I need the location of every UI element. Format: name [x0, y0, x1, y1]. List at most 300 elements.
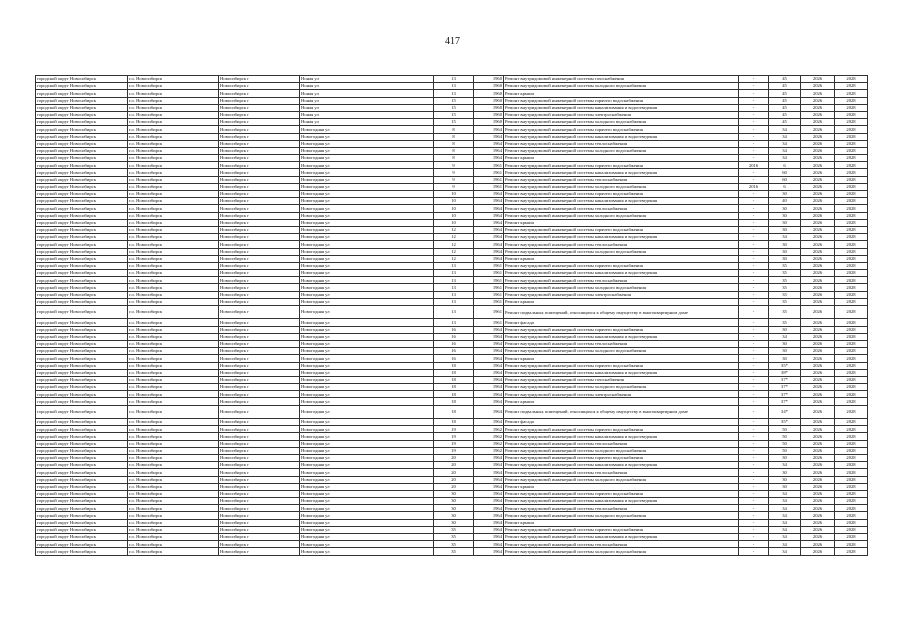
cell-district: городской округ Новосибирск: [36, 319, 128, 326]
table-row: [36, 469, 868, 476]
cell-city: г.о. Новосибирск: [128, 140, 219, 147]
cell-year: 1961: [474, 183, 504, 190]
cell-year-to: 2028: [835, 205, 868, 212]
cell-year-to: 2028: [835, 306, 868, 319]
cell-street: Новогодняя ул: [300, 376, 434, 383]
cell-locality: Новосибирск г: [219, 183, 300, 190]
table-row: [36, 384, 868, 391]
cell-year-to: 2028: [835, 326, 868, 333]
cell-col-b: 34: [769, 333, 801, 340]
cell-work: Ремонт внутридомовой инженерной системы холодного водоснабжения: [504, 348, 739, 355]
cell-locality: Новосибирск г: [219, 426, 300, 433]
repair-schedule-table: [35, 75, 868, 556]
cell-year: 1964: [474, 191, 504, 198]
table-row: [36, 391, 868, 398]
cell-col-a: -: [739, 176, 769, 183]
cell-year: 1961: [474, 270, 504, 277]
cell-year-to: 2028: [835, 90, 868, 97]
cell-district: городской округ Новосибирск: [36, 83, 128, 90]
cell-street: Новогодняя ул: [300, 248, 434, 255]
cell-year-from: 2026: [801, 262, 835, 269]
cell-city: г.о. Новосибирск: [128, 476, 219, 483]
cell-col-a: -: [739, 140, 769, 147]
cell-year-to: 2028: [835, 104, 868, 111]
cell-year-from: 2026: [801, 198, 835, 205]
cell-district: городской округ Новосибирск: [36, 104, 128, 111]
cell-year-to: 2028: [835, 133, 868, 140]
cell-house: 18: [434, 398, 474, 405]
cell-work: Ремонт подвальных помещений, относящихся к общему имуществу в многоквартирном доме: [504, 405, 739, 418]
cell-city: г.о. Новосибирск: [128, 306, 219, 319]
cell-year: 1961: [474, 319, 504, 326]
cell-col-b: 30: [769, 326, 801, 333]
cell-year: 1962: [474, 440, 504, 447]
cell-col-b: 34: [769, 519, 801, 526]
cell-city: г.о. Новосибирск: [128, 333, 219, 340]
cell-work: Ремонт внутридомовой инженерной системы горячего водоснабжения: [504, 526, 739, 533]
cell-street: Новогодняя ул: [300, 369, 434, 376]
cell-work: Ремонт внутридомовой инженерной системы теплоснабжения: [504, 277, 739, 284]
cell-col-b: 30: [769, 454, 801, 461]
cell-house: 19: [434, 447, 474, 454]
cell-work: Ремонт внутридомовой инженерной системы канализования и водоотведения: [504, 534, 739, 541]
cell-year-from: 2026: [801, 505, 835, 512]
cell-col-b: 38*: [769, 369, 801, 376]
cell-street: Новогодняя ул: [300, 454, 434, 461]
cell-locality: Новосибирск г: [219, 469, 300, 476]
cell-locality: Новосибирск г: [219, 284, 300, 291]
cell-work: Ремонт крыши: [504, 255, 739, 262]
cell-house: 9: [434, 176, 474, 183]
cell-year-to: 2028: [835, 469, 868, 476]
cell-house: 12: [434, 226, 474, 233]
cell-locality: Новосибирск г: [219, 169, 300, 176]
cell-house: 9: [434, 183, 474, 190]
cell-col-b: 50: [769, 447, 801, 454]
cell-year-from: 2026: [801, 255, 835, 262]
cell-year-to: 2028: [835, 169, 868, 176]
cell-year: 1961: [474, 298, 504, 305]
cell-year-from: 2026: [801, 384, 835, 391]
cell-year-to: 2028: [835, 419, 868, 426]
cell-street: Новогодняя ул: [300, 405, 434, 418]
cell-street: Новогодняя ул: [300, 476, 434, 483]
cell-street: Ноная ул: [300, 90, 434, 97]
cell-col-a: -: [739, 426, 769, 433]
cell-year-to: 2028: [835, 490, 868, 497]
cell-year: 1964: [474, 348, 504, 355]
cell-house: 18: [434, 419, 474, 426]
cell-col-a: -: [739, 262, 769, 269]
cell-district: городской округ Новосибирск: [36, 277, 128, 284]
table-row: [36, 133, 868, 140]
cell-locality: Новосибирск г: [219, 126, 300, 133]
table-row: [36, 298, 868, 305]
cell-col-b: 50: [769, 440, 801, 447]
cell-year-from: 2026: [801, 133, 835, 140]
cell-year-to: 2028: [835, 505, 868, 512]
cell-street: Новогодняя ул: [300, 333, 434, 340]
cell-year-to: 2028: [835, 384, 868, 391]
cell-col-b: 45: [769, 83, 801, 90]
cell-col-b: 60: [769, 169, 801, 176]
cell-year: 1964: [474, 340, 504, 347]
cell-year: 1961: [474, 162, 504, 169]
cell-locality: Новосибирск г: [219, 104, 300, 111]
cell-col-b: 34*: [769, 405, 801, 418]
cell-locality: Новосибирск г: [219, 391, 300, 398]
cell-year: 1964: [474, 234, 504, 241]
cell-col-a: -: [739, 212, 769, 219]
cell-house: 20: [434, 469, 474, 476]
cell-col-a: -: [739, 462, 769, 469]
table-row: [36, 548, 868, 555]
cell-year: 1961: [474, 277, 504, 284]
cell-col-a: -: [739, 369, 769, 376]
cell-house: 18: [434, 376, 474, 383]
cell-year: 1964: [474, 490, 504, 497]
cell-city: г.о. Новосибирск: [128, 183, 219, 190]
cell-house: 18: [434, 369, 474, 376]
cell-year: 1964: [474, 226, 504, 233]
cell-district: городской округ Новосибирск: [36, 255, 128, 262]
cell-locality: Новосибирск г: [219, 76, 300, 83]
cell-col-b: 34: [769, 490, 801, 497]
cell-col-b: 34: [769, 498, 801, 505]
cell-street: Новогодняя ул: [300, 391, 434, 398]
cell-col-b: 30: [769, 355, 801, 362]
cell-district: городской округ Новосибирск: [36, 147, 128, 154]
cell-year: 1962: [474, 447, 504, 454]
cell-house: 15: [434, 111, 474, 118]
cell-locality: Новосибирск г: [219, 498, 300, 505]
table-row: [36, 541, 868, 548]
cell-year: 1964: [474, 419, 504, 426]
cell-col-a: -: [739, 398, 769, 405]
cell-street: Новогодняя ул: [300, 169, 434, 176]
cell-locality: Новосибирск г: [219, 119, 300, 126]
cell-district: городской округ Новосибирск: [36, 512, 128, 519]
cell-locality: Новосибирск г: [219, 362, 300, 369]
cell-year-from: 2026: [801, 476, 835, 483]
cell-city: г.о. Новосибирск: [128, 169, 219, 176]
cell-col-a: -: [739, 541, 769, 548]
cell-col-a: -: [739, 226, 769, 233]
cell-city: г.о. Новосибирск: [128, 241, 219, 248]
cell-city: г.о. Новосибирск: [128, 248, 219, 255]
cell-district: городской округ Новосибирск: [36, 398, 128, 405]
cell-year-to: 2028: [835, 212, 868, 219]
cell-year: 1960: [474, 119, 504, 126]
cell-col-b: 34: [769, 234, 801, 241]
cell-col-a: -: [739, 384, 769, 391]
table-row: [36, 534, 868, 541]
cell-locality: Новосибирск г: [219, 447, 300, 454]
cell-street: Новогодняя ул: [300, 340, 434, 347]
cell-house: 8: [434, 147, 474, 154]
table-row: [36, 483, 868, 490]
cell-house: 13: [434, 306, 474, 319]
table-row: [36, 306, 868, 319]
cell-work: Ремонт внутридомовой инженерной системы теплоснабжения: [504, 176, 739, 183]
cell-year: 1964: [474, 140, 504, 147]
table-row: [36, 97, 868, 104]
cell-col-b: 35*: [769, 419, 801, 426]
cell-locality: Новосибирск г: [219, 534, 300, 541]
table-row: [36, 219, 868, 226]
cell-city: г.о. Новосибирск: [128, 462, 219, 469]
cell-city: г.о. Новосибирск: [128, 155, 219, 162]
cell-col-a: -: [739, 391, 769, 398]
cell-district: городской округ Новосибирск: [36, 462, 128, 469]
cell-year-from: 2026: [801, 226, 835, 233]
cell-year: 1964: [474, 391, 504, 398]
cell-work: Ремонт внутридомовой инженерной системы холодного водоснабжения: [504, 248, 739, 255]
cell-street: Новогодняя ул: [300, 440, 434, 447]
cell-year: 1964: [474, 362, 504, 369]
table-row: [36, 476, 868, 483]
cell-work: Ремонт фасада: [504, 319, 739, 326]
cell-col-b: 30: [769, 205, 801, 212]
page-number: 417: [445, 36, 460, 47]
cell-col-a: -: [739, 376, 769, 383]
cell-year-from: 2026: [801, 126, 835, 133]
cell-year-to: 2028: [835, 219, 868, 226]
cell-work: Ремонт внутридомовой инженерной системы канализования и водоотведения: [504, 433, 739, 440]
cell-year-from: 2026: [801, 176, 835, 183]
cell-city: г.о. Новосибирск: [128, 205, 219, 212]
cell-locality: Новосибирск г: [219, 483, 300, 490]
cell-year-from: 2026: [801, 104, 835, 111]
cell-col-a: 2016: [739, 162, 769, 169]
cell-year-from: 2026: [801, 433, 835, 440]
cell-house: 35: [434, 541, 474, 548]
cell-year: 1960: [474, 76, 504, 83]
cell-district: городской округ Новосибирск: [36, 548, 128, 555]
cell-locality: Новосибирск г: [219, 277, 300, 284]
cell-year-to: 2028: [835, 391, 868, 398]
cell-city: г.о. Новосибирск: [128, 176, 219, 183]
table-row: [36, 255, 868, 262]
cell-street: Новогодняя ул: [300, 219, 434, 226]
cell-work: Ремонт внутридомовой инженерной системы теплоснабжения: [504, 440, 739, 447]
cell-year: 1964: [474, 519, 504, 526]
table-row: [36, 212, 868, 219]
cell-street: Новогодняя ул: [300, 469, 434, 476]
cell-year-to: 2028: [835, 183, 868, 190]
cell-year-to: 2028: [835, 340, 868, 347]
cell-year: 1960: [474, 111, 504, 118]
cell-district: городской округ Новосибирск: [36, 391, 128, 398]
cell-col-a: -: [739, 362, 769, 369]
table-row: [36, 362, 868, 369]
cell-year-from: 2026: [801, 405, 835, 418]
cell-year-from: 2026: [801, 340, 835, 347]
cell-district: городской округ Новосибирск: [36, 498, 128, 505]
cell-year-from: 2026: [801, 319, 835, 326]
cell-work: Ремонт внутридомовой инженерной системы горячего водоснабжения: [504, 262, 739, 269]
cell-city: г.о. Новосибирск: [128, 534, 219, 541]
cell-locality: Новосибирск г: [219, 505, 300, 512]
cell-year-to: 2028: [835, 433, 868, 440]
cell-work: Ремонт крыши: [504, 483, 739, 490]
cell-col-a: -: [739, 248, 769, 255]
cell-house: 20: [434, 462, 474, 469]
cell-house: 12: [434, 241, 474, 248]
cell-house: 13: [434, 262, 474, 269]
cell-locality: Новосибирск г: [219, 348, 300, 355]
cell-street: Новогодняя ул: [300, 191, 434, 198]
cell-work: Ремонт внутридомовой инженерной системы холодного водоснабжения: [504, 284, 739, 291]
cell-year-to: 2028: [835, 526, 868, 533]
cell-col-b: 45: [769, 90, 801, 97]
cell-district: городской округ Новосибирск: [36, 355, 128, 362]
cell-year-to: 2028: [835, 147, 868, 154]
cell-house: 13: [434, 270, 474, 277]
cell-house: 12: [434, 255, 474, 262]
cell-district: городской округ Новосибирск: [36, 183, 128, 190]
cell-col-a: -: [739, 284, 769, 291]
cell-work: Ремонт внутридомовой инженерной системы горячего водоснабжения: [504, 162, 739, 169]
cell-work: Ремонт крыши: [504, 298, 739, 305]
table-row: [36, 291, 868, 298]
cell-street: Новогодняя ул: [300, 212, 434, 219]
cell-col-a: -: [739, 512, 769, 519]
cell-district: городской округ Новосибирск: [36, 126, 128, 133]
cell-street: Новогодняя ул: [300, 205, 434, 212]
cell-year: 1964: [474, 212, 504, 219]
cell-col-a: -: [739, 111, 769, 118]
cell-work: Ремонт внутридомовой инженерной системы холодного водоснабжения: [504, 83, 739, 90]
cell-street: Новогодняя ул: [300, 133, 434, 140]
cell-col-b: 50: [769, 433, 801, 440]
cell-col-b: 35: [769, 262, 801, 269]
cell-street: Новогодняя ул: [300, 512, 434, 519]
cell-district: городской округ Новосибирск: [36, 490, 128, 497]
cell-locality: Новосибирск г: [219, 369, 300, 376]
cell-city: г.о. Новосибирск: [128, 298, 219, 305]
cell-col-b: 30: [769, 476, 801, 483]
table-row: [36, 176, 868, 183]
cell-locality: Новосибирск г: [219, 519, 300, 526]
table-row: [36, 462, 868, 469]
cell-col-a: -: [739, 405, 769, 418]
cell-col-a: -: [739, 306, 769, 319]
table-row: [36, 83, 868, 90]
cell-locality: Новосибирск г: [219, 405, 300, 418]
cell-street: Новогодняя ул: [300, 548, 434, 555]
cell-locality: Новосибирск г: [219, 376, 300, 383]
cell-year: 1964: [474, 498, 504, 505]
cell-house: 30: [434, 519, 474, 526]
cell-col-b: 34: [769, 534, 801, 541]
cell-col-b: 60: [769, 176, 801, 183]
cell-year: 1960: [474, 104, 504, 111]
cell-col-b: 34: [769, 140, 801, 147]
table-row: [36, 526, 868, 533]
cell-district: городской округ Новосибирск: [36, 205, 128, 212]
cell-col-a: -: [739, 340, 769, 347]
cell-work: Ремонт внутридомовой инженерной системы холодного водоснабжения: [504, 384, 739, 391]
cell-house: 35: [434, 534, 474, 541]
table-row: [36, 119, 868, 126]
cell-col-a: -: [739, 255, 769, 262]
cell-city: г.о. Новосибирск: [128, 348, 219, 355]
cell-street: Новогодняя ул: [300, 234, 434, 241]
cell-year-from: 2026: [801, 298, 835, 305]
cell-city: г.о. Новосибирск: [128, 469, 219, 476]
cell-street: Ноная ул: [300, 83, 434, 90]
cell-district: городской округ Новосибирск: [36, 133, 128, 140]
cell-locality: Новосибирск г: [219, 262, 300, 269]
cell-col-b: 35: [769, 270, 801, 277]
cell-district: городской округ Новосибирск: [36, 433, 128, 440]
table-row: [36, 270, 868, 277]
cell-street: Новогодняя ул: [300, 362, 434, 369]
cell-year-to: 2028: [835, 277, 868, 284]
cell-year-to: 2028: [835, 298, 868, 305]
cell-year: 1961: [474, 291, 504, 298]
cell-col-a: -: [739, 234, 769, 241]
table-row: [36, 183, 868, 190]
cell-locality: Новосибирск г: [219, 97, 300, 104]
cell-work: Ремонт внутридомовой инженерной системы холодного водоснабжения: [504, 476, 739, 483]
cell-city: г.о. Новосибирск: [128, 270, 219, 277]
cell-locality: Новосибирск г: [219, 398, 300, 405]
cell-col-b: 35: [769, 277, 801, 284]
cell-district: городской округ Новосибирск: [36, 191, 128, 198]
cell-locality: Новосибирск г: [219, 255, 300, 262]
cell-locality: Новосибирск г: [219, 454, 300, 461]
cell-col-b: 35: [769, 319, 801, 326]
cell-city: г.о. Новосибирск: [128, 355, 219, 362]
cell-year-from: 2026: [801, 376, 835, 383]
cell-street: Новогодняя ул: [300, 262, 434, 269]
cell-locality: Новосибирск г: [219, 490, 300, 497]
cell-year: 1964: [474, 205, 504, 212]
cell-house: 13: [434, 319, 474, 326]
cell-col-b: 34: [769, 133, 801, 140]
table-row: [36, 498, 868, 505]
table-row: [36, 241, 868, 248]
table-row: [36, 111, 868, 118]
cell-city: г.о. Новосибирск: [128, 219, 219, 226]
cell-house: 18: [434, 362, 474, 369]
table-row: [36, 440, 868, 447]
cell-col-a: -: [739, 126, 769, 133]
cell-locality: Новосибирск г: [219, 291, 300, 298]
cell-year-to: 2028: [835, 548, 868, 555]
cell-col-b: 35: [769, 306, 801, 319]
cell-year: 1964: [474, 462, 504, 469]
cell-house: 30: [434, 512, 474, 519]
cell-year-from: 2026: [801, 219, 835, 226]
cell-district: городской округ Новосибирск: [36, 298, 128, 305]
cell-street: Новогодняя ул: [300, 284, 434, 291]
cell-year-from: 2026: [801, 140, 835, 147]
cell-year-to: 2028: [835, 498, 868, 505]
cell-year-to: 2028: [835, 476, 868, 483]
cell-work: Ремонт внутридомовой инженерной системы теплоснабжения: [504, 140, 739, 147]
cell-district: городской округ Новосибирск: [36, 270, 128, 277]
cell-street: Новогодняя ул: [300, 433, 434, 440]
cell-work: Ремонт внутридомовой инженерной системы теплоснабжения: [504, 340, 739, 347]
cell-locality: Новосибирск г: [219, 90, 300, 97]
cell-district: городской округ Новосибирск: [36, 362, 128, 369]
table-row: [36, 248, 868, 255]
cell-street: Новогодняя ул: [300, 176, 434, 183]
cell-year: 1964: [474, 248, 504, 255]
